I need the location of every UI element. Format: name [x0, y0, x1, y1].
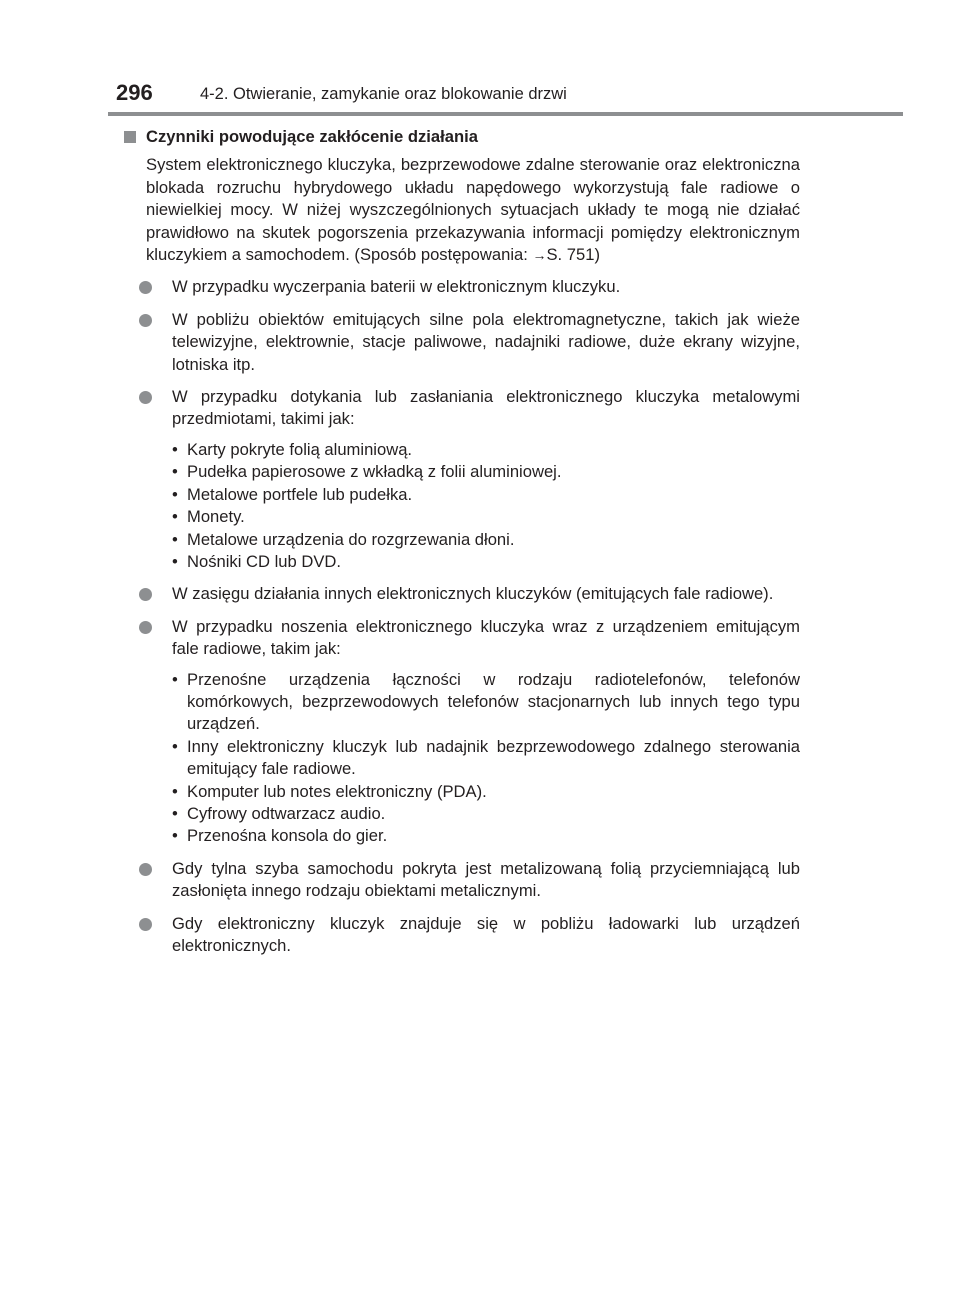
intro-text: System elektronicznego kluczyka, bezprzewodowe zdalne sterowanie oraz elektroniczna blokada rozruchu hybrydowego układu napędowego wykorzystują fale radiowe o niewielkiej mocy. W niżej wyszczególnionych sytuacjach układy te mogą nie działać prawidłowo na skutek pogorszenia przekazywania informacji pomiędzy elektronicznym kluczykiem a samochodem. (Sposób postępowania: — [146, 155, 800, 265]
page-header — [108, 78, 903, 116]
list-item-text: W przypadku noszenia elektronicznego kluczyka wraz z urządzeniem emitującym fale radiowe, takim jak: — [172, 616, 800, 659]
round-bullet-icon — [139, 588, 152, 601]
sub-list-item: • Metalowe portfele lub pudełka. — [172, 484, 800, 506]
list-item — [124, 583, 800, 605]
round-bullet-icon — [139, 281, 152, 294]
list-item — [124, 858, 800, 903]
sub-list-item: • Przenośna konsola do gier. — [172, 825, 800, 847]
list-item — [124, 309, 800, 376]
list-item — [124, 616, 800, 848]
sub-list-item: • Metalowe urządzenia do rozgrzewania dłoni. — [172, 529, 800, 551]
situation-list — [124, 276, 800, 957]
list-item — [124, 386, 800, 573]
sub-list-item: • Przenośne urządzenia łączności w rodzaju radiotelefonów, telefonów komórkowych, bezprzewodowych telefonów stacjonarnych lub innych tego typu urządzeń. — [172, 669, 800, 736]
list-item-text: W przypadku wyczerpania baterii w elektronicznym kluczyku. — [172, 277, 621, 297]
section-heading — [124, 126, 800, 148]
list-item — [124, 276, 800, 298]
list-item — [124, 913, 800, 958]
sub-list — [172, 669, 800, 848]
section-title: Czynniki powodujące zakłócenie działania — [146, 127, 478, 146]
sub-list-item: • Pudełka papierosowe z wkładką z folii aluminiowej. — [172, 461, 800, 483]
list-item-text: W pobliżu obiektów emitujących silne pola elektromagnetyczne, takich jak wieże telewizyjne, elektrownie, stacje paliwowe, nadajniki radiowe, duże ekrany wizyjne, lotniska itp. — [172, 309, 800, 374]
sub-list-item: • Nośniki CD lub DVD. — [172, 551, 800, 573]
sub-list — [172, 439, 800, 573]
page-number: 296 — [116, 80, 153, 105]
intro-reference: S. 751) — [546, 245, 600, 265]
square-bullet-icon — [124, 131, 136, 143]
list-item-text: W przypadku dotykania lub zasłaniania elektronicznego kluczyka metalowymi przedmiotami, takimi jak: — [172, 387, 800, 429]
intro-paragraph — [146, 154, 800, 266]
sub-list-item: • Monety. — [172, 506, 800, 528]
round-bullet-icon — [139, 621, 152, 634]
header-rule — [108, 112, 903, 116]
list-item-text: W zasięgu działania innych elektronicznych kluczyków (emitujących fale radiowe). — [172, 584, 774, 604]
arrow-icon: → — [532, 247, 547, 264]
round-bullet-icon — [139, 918, 152, 931]
list-item-text: Gdy elektroniczny kluczyk znajduje się w pobliżu ładowarki lub urządzeń elektronicznych. — [172, 913, 800, 955]
sub-list-item: • Inny elektroniczny kluczyk lub nadajnik bezprzewodowego zdalnego sterowania emitujący fale radiowe. — [172, 736, 800, 781]
sub-list-item: • Cyfrowy odtwarzacz audio. — [172, 803, 800, 825]
sub-list-item: • Karty pokryte folią aluminiową. — [172, 439, 800, 461]
list-item-text: Gdy tylna szyba samochodu pokryta jest metalizowaną folią przyciemniającą lub zasłonięta innego rodzaju obiektami metalicznymi. — [172, 858, 800, 901]
round-bullet-icon — [139, 314, 152, 327]
round-bullet-icon — [139, 863, 152, 876]
round-bullet-icon — [139, 391, 152, 404]
chapter-title: 4-2. Otwieranie, zamykanie oraz blokowanie drzwi — [200, 85, 567, 103]
page-content — [124, 126, 800, 957]
sub-list-item: • Komputer lub notes elektroniczny (PDA). — [172, 781, 800, 803]
